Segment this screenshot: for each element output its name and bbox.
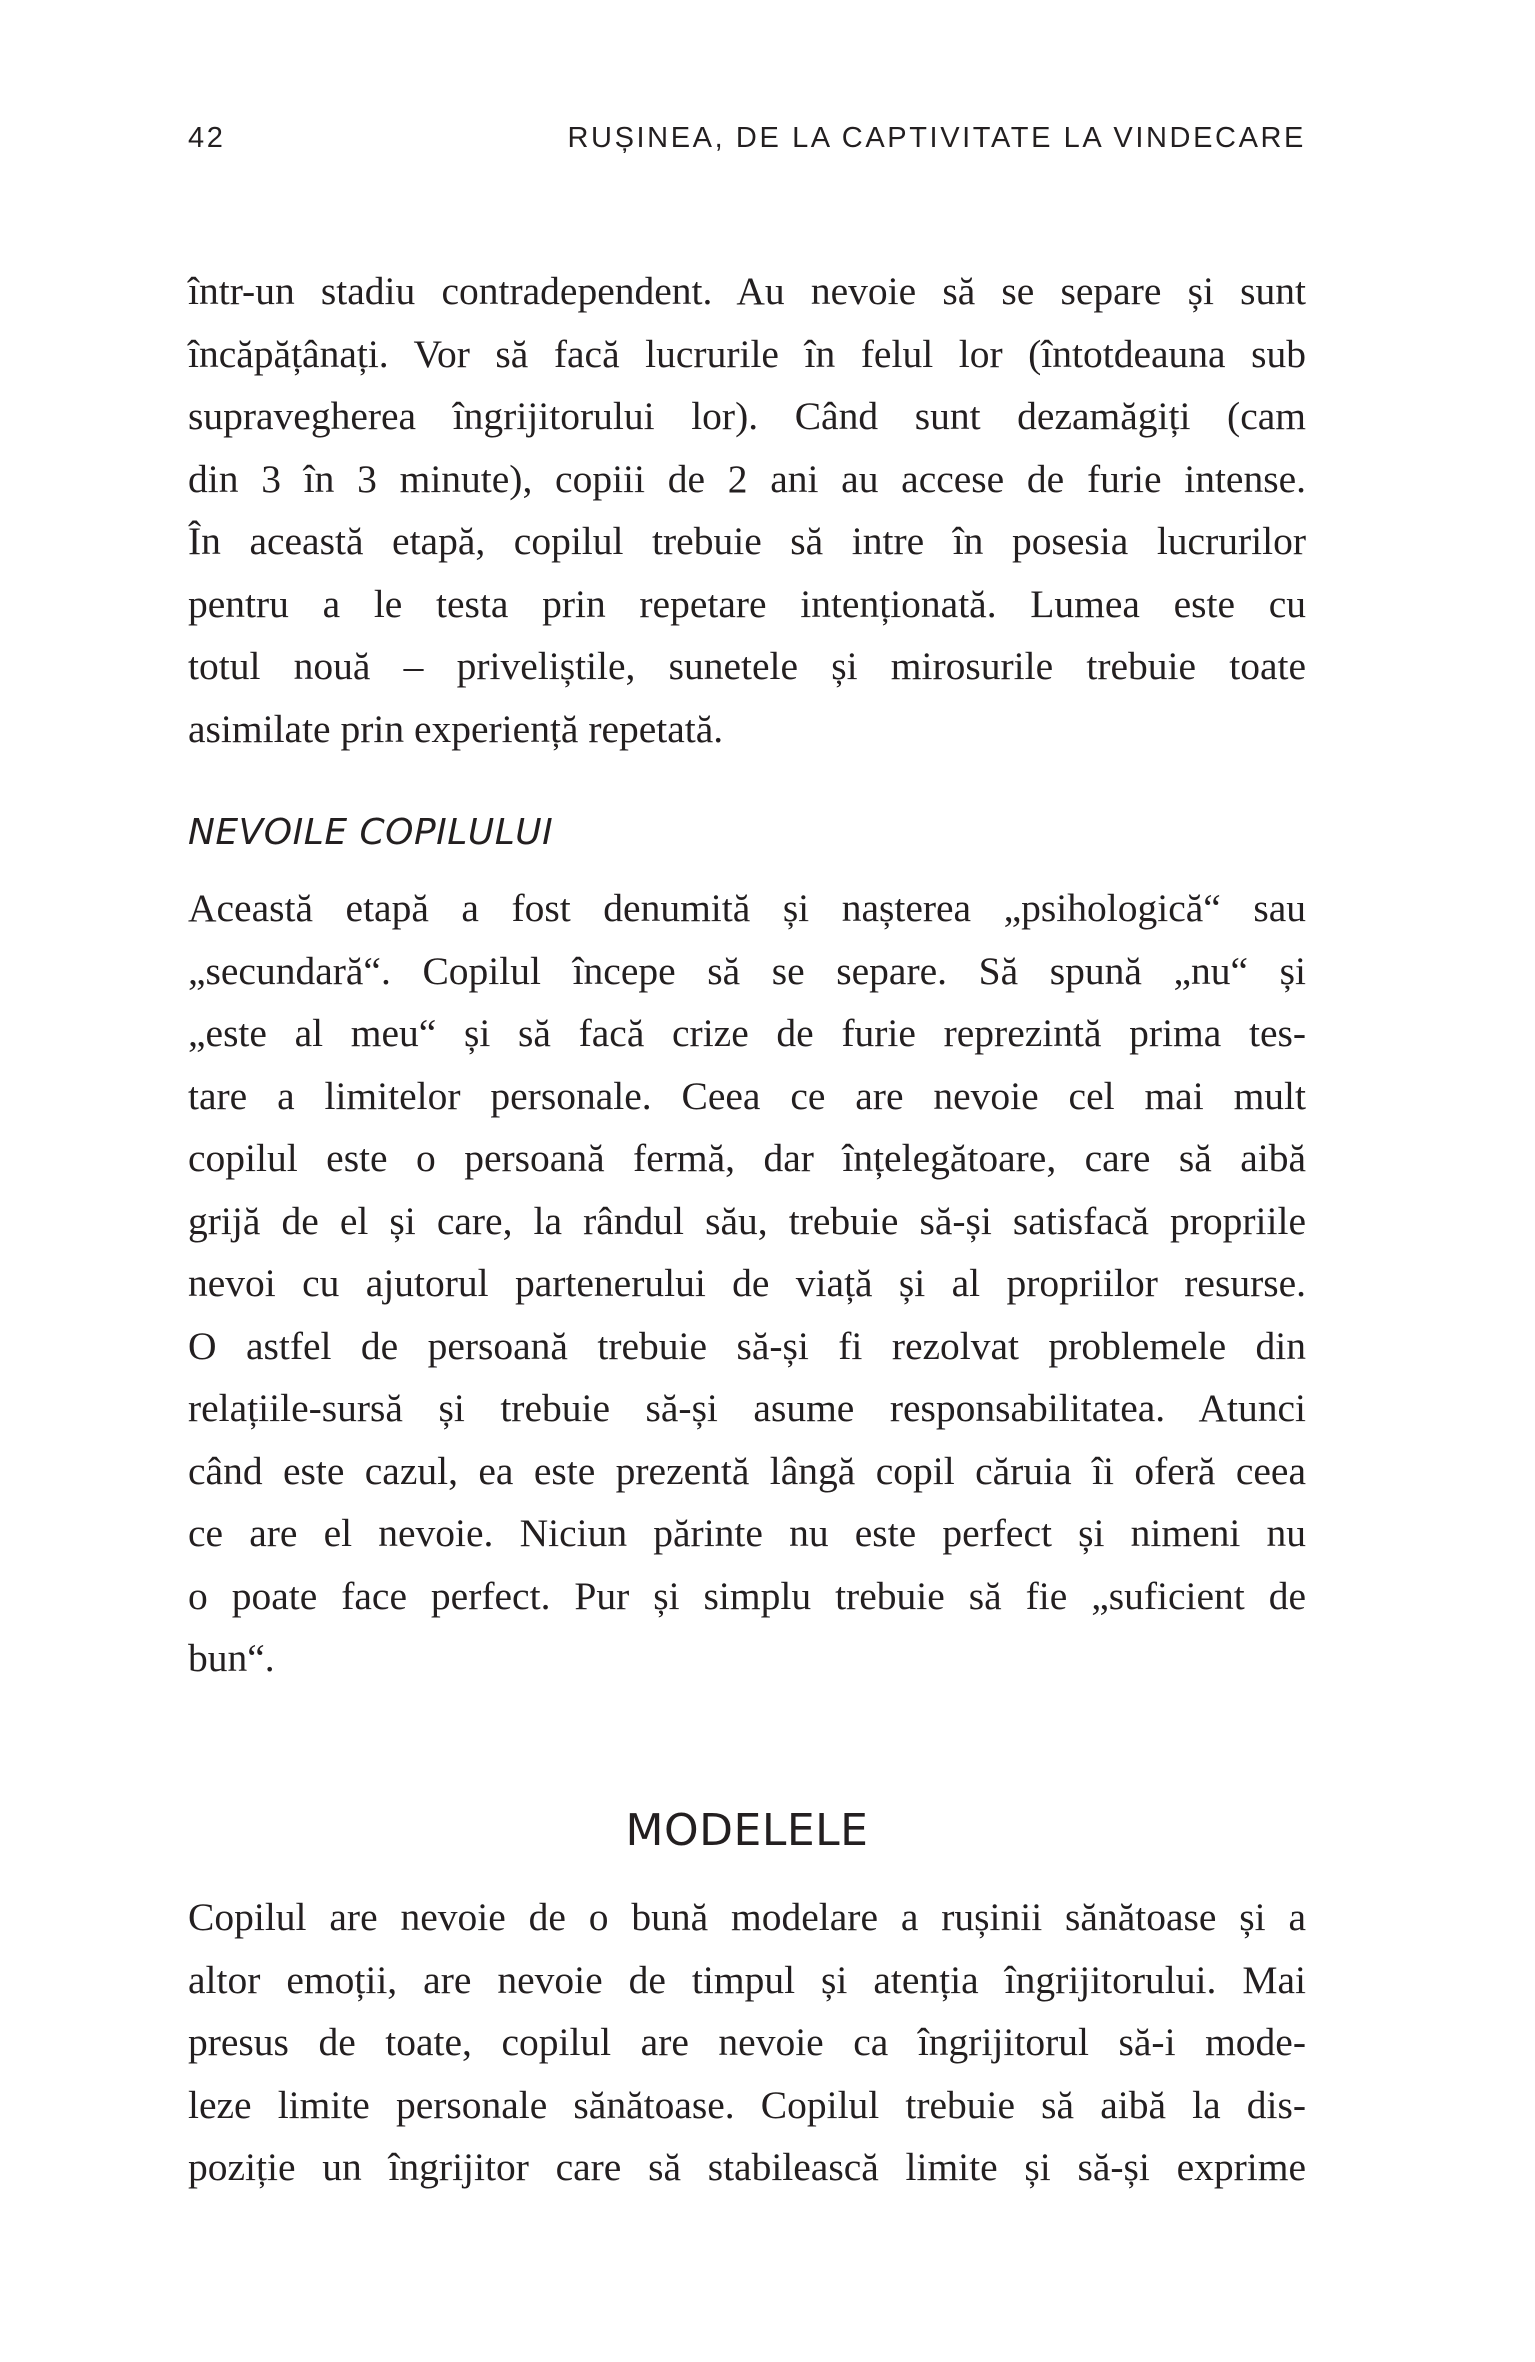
text-line: totul nouă – priveliștile, sunetele și mirosurile trebuie toate <box>188 644 1306 688</box>
text-line: pentru a le testa prin repetare intenționată. Lumea este cu <box>188 581 1306 626</box>
text-line: O astfel de persoană trebuie să-și fi rezolvat problemele din <box>188 1323 1306 1368</box>
text-line: asimilate prin experiență repetată. <box>188 706 724 751</box>
text-line: poziție un îngrijitor care să stabilească limite și să-și exprime <box>188 2145 1306 2189</box>
text-line: o poate face perfect. Pur și simplu trebuie să fie „suficient de <box>188 1573 1306 1618</box>
paragraph-1 <box>188 260 1306 760</box>
text-line: „este al meu“ și să facă crize de furie reprezintă prima tes- <box>188 1011 1306 1055</box>
page-number: 42 <box>188 122 226 154</box>
text-line: Copilul are nevoie de o bună modelare a rușinii sănătoase și a <box>188 1895 1306 1939</box>
running-header <box>188 122 1306 162</box>
text-line: bun“. <box>188 1636 275 1680</box>
paragraph-3 <box>188 1886 1306 2199</box>
subheading: NEVOILE COPILULUI <box>188 812 554 853</box>
text-line: tare a limitelor personale. Ceea ce are nevoie cel mai mult <box>188 1073 1306 1118</box>
text-line: leze limite personale sănătoase. Copilul trebuie să aibă la dis- <box>188 2082 1306 2127</box>
text-line: din 3 în 3 minute), copiii de 2 ani au accese de furie intense. <box>188 456 1306 501</box>
paragraph-2 <box>188 877 1306 1690</box>
text-line: presus de toate, copilul are nevoie ca îngrijitorul să-i mode- <box>188 2020 1306 2064</box>
text-line: într-un stadiu contradependent. Au nevoie să se separe și sunt <box>188 269 1306 313</box>
text-line: relațiile-sursă și trebuie să-și asume responsabilitatea. Atunci <box>188 1386 1306 1430</box>
text-line: nevoi cu ajutorul partenerului de viață și al propriilor resurse. <box>188 1261 1306 1305</box>
text-line: „secundară“. Copilul începe să se separe. Să spună „nu“ și <box>188 948 1306 993</box>
text-line: copilul este o persoană fermă, dar înțelegătoare, care să aibă <box>188 1136 1306 1180</box>
text-line: În această etapă, copilul trebuie să intre în posesia lucrurilor <box>188 519 1306 563</box>
text-line: Această etapă a fost denumită și nașterea „psihologică“ sau <box>188 886 1306 930</box>
text-line: altor emoții, are nevoie de timpul și atenția îngrijitorului. Mai <box>188 1957 1306 2002</box>
text-line: grijă de el și care, la rândul său, trebuie să-și satisfacă propriile <box>188 1198 1306 1243</box>
text-line: încăpățânați. Vor să facă lucrurile în felul lor (întotdeauna sub <box>188 331 1306 376</box>
text-line: ce are el nevoie. Niciun părinte nu este perfect și nimeni nu <box>188 1511 1306 1555</box>
text-line: când este cazul, ea este prezentă lângă copil căruia îi oferă ceea <box>188 1448 1306 1493</box>
text-line: supravegherea îngrijitorului lor). Când sunt dezamăgiți (cam <box>188 394 1306 438</box>
section-heading: MODELELE <box>625 1804 869 1856</box>
running-title: RUȘINEA, DE LA CAPTIVITATE LA VINDECARE <box>567 122 1306 154</box>
